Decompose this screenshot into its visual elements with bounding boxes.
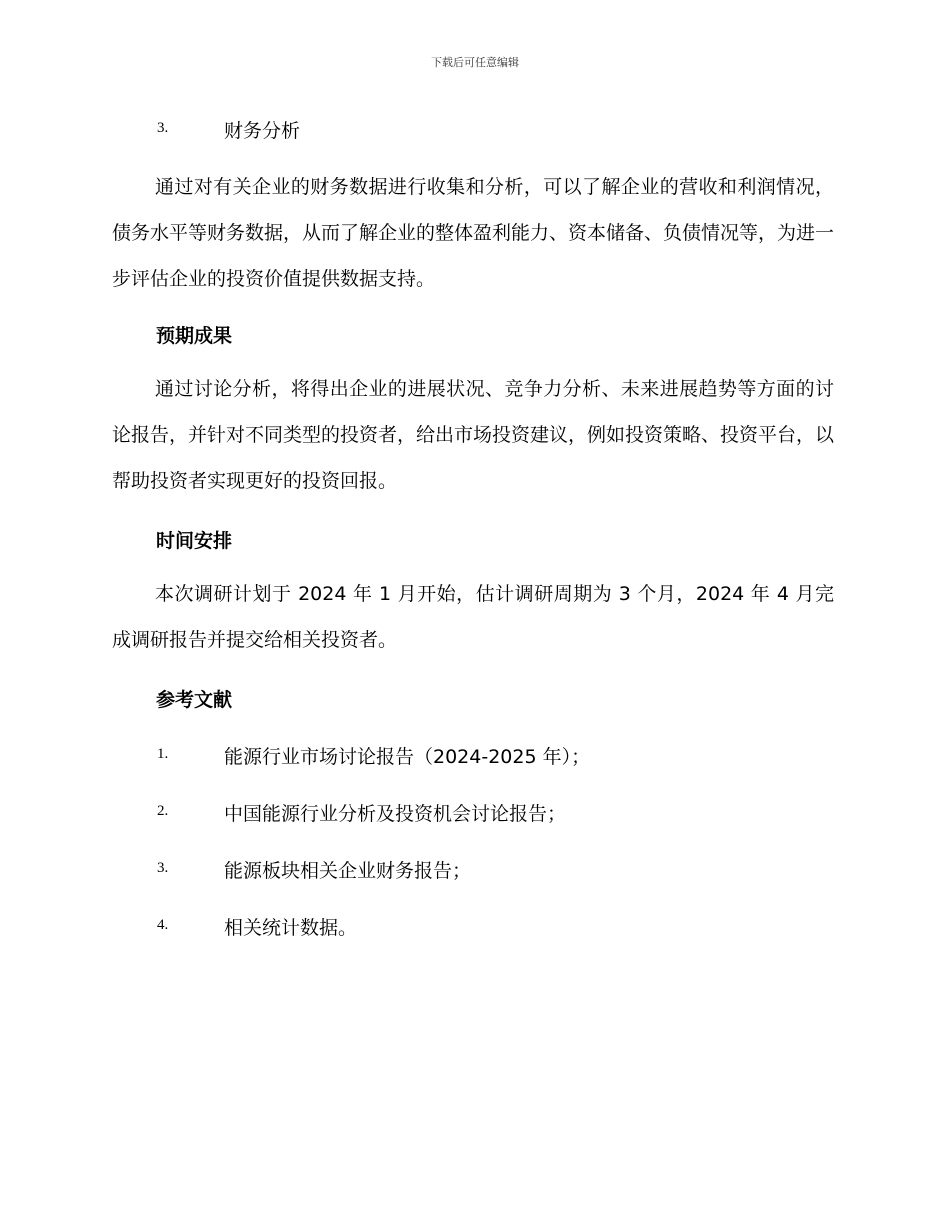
references-heading: 参考文献 [156, 689, 233, 711]
schedule-paragraph: 本次调研计划于 2024 年 1 月开始，估计调研周期为 3 个月，2024 年 4 月完成调研报告并提交给相关投资者。 [112, 583, 834, 651]
reference-number: 3. [157, 860, 169, 876]
reference-item: 中国能源行业分析及投资机会讨论报告； [224, 803, 567, 825]
reference-number: 2. [157, 803, 169, 819]
reference-item: 能源板块相关企业财务报告； [224, 860, 472, 882]
reference-number: 1. [157, 746, 169, 762]
reference-number: 4. [157, 917, 169, 933]
page-header-note: 下载后可任意编辑 [431, 56, 519, 69]
expected-results-paragraph: 通过讨论分析，将得出企业的进展状况、竞争力分析、未来进展趋势等方面的讨论报告，并针对不同类型的投资者，给出市场投资建议，例如投资策略、投资平台，以帮助投资者实现更好的投资回报。 [112, 378, 835, 492]
reference-item: 能源行业市场讨论报告（2024-2025 年）； [224, 746, 591, 768]
schedule-heading: 时间安排 [156, 530, 233, 552]
section-title: 财务分析 [224, 120, 301, 142]
expected-results-heading: 预期成果 [156, 325, 233, 347]
section-number: 3. [157, 120, 169, 136]
reference-item: 相关统计数据。 [224, 917, 358, 939]
section-body-paragraph: 通过对有关企业的财务数据进行收集和分析，可以了解企业的营收和利润情况，债务水平等财务数据，从而了解企业的整体盈利能力、资本储备、负债情况等，为进一步评估企业的投资价值提供数据支持。 [112, 176, 835, 290]
